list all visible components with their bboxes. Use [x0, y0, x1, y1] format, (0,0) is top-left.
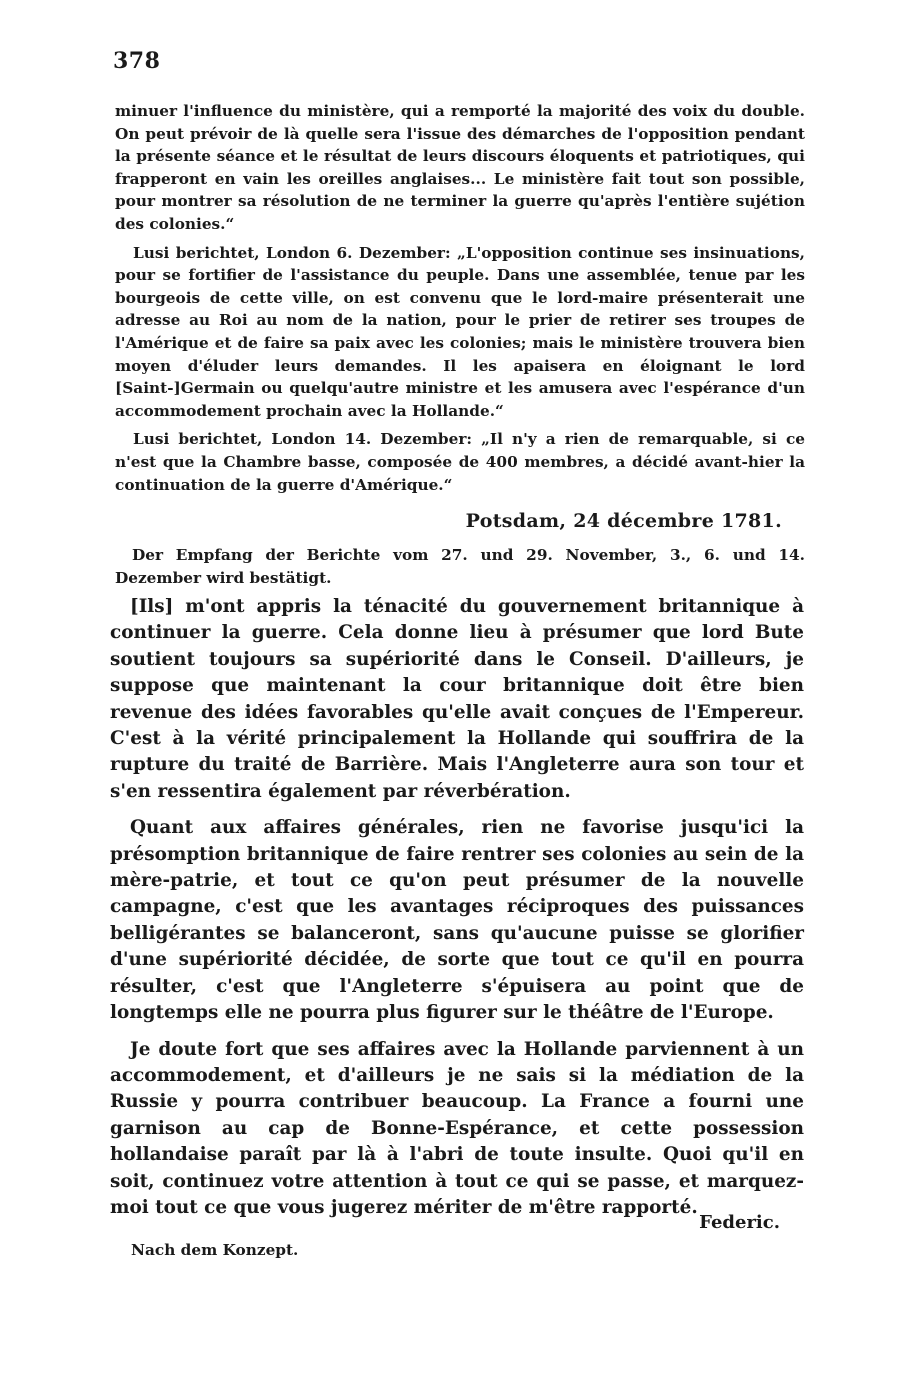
letter-dateline: Potsdam, 24 décembre 1781. — [465, 510, 782, 532]
receipt-note-block — [115, 544, 805, 589]
letter-paragraph: Je doute fort que ses affaires avec la Hollande parviennent à un accommodement, et d'ailleurs je ne sais si la médiation de la Russie y pourra contribuer beaucoup. La France a fourni une garnison au cap de Bonne-Espérance, et cette possession hollandaise paraît par là à l'abri de toute insulte. Quoi qu'il en soit, continuez votre attention à tout ce qui se passe, et marquez-moi tout ce que vous jugerez mériter de m'être rapporté. — [110, 1038, 804, 1218]
letter-paragraph: [Ils] m'ont appris la ténacité du gouvernement britannique à continuer la guerre. Cela donne lieu à présumer que lord Bute soutient toujours sa supériorité dans le Conseil. D'ailleurs, je suppose que maintenant la cour britannique doit être bien revenue des idées favorables qu'elle avait conçues de l'Empereur. C'est à la vérité principalement la Hollande qui souffrira de la rupture du traité de Barrière. Mais l'Angleterre aura son tour et s'en ressentira également par réverbération. — [110, 596, 804, 802]
signature: Federic. — [699, 1212, 780, 1233]
report-continuation: minuer l'influence du ministère, qui a remporté la majorité des voix du double. On peut prévoir de là quelle sera l'issue des démarches de l'opposition pendant la présente séance et le résultat de leurs discours éloquents et patriotiques, qui frapperont en vain les oreilles anglaises... Le ministère fait tout son possible, pour montrer sa résolution de ne terminer la guerre qu'après l'entière sujétion des colonies.“ — [115, 102, 805, 233]
letter-body — [110, 594, 804, 1231]
letter-paragraph: Quant aux affaires générales, rien ne favorise jusqu'ici la présomption britannique de faire rentrer ses colonies au sein de la mère-patrie, et tout ce qu'on peut présumer de la nouvelle campagne, c'est que les avantages réciproques des puissances belligérantes se balanceront, sans qu'aucune puisse se glorifier d'une supériorité décidée, de sorte que tout ce qu'il en pourra résulter, c'est que l'Angleterre s'épuisera au point que de longtemps elle ne pourra plus figurer sur le théâtre de l'Europe. — [110, 817, 804, 1024]
source-note: Nach dem Konzept. — [131, 1241, 299, 1259]
page-number: 378 — [113, 48, 161, 74]
report-london-14-dec: Lusi berichtet, London 14. Dezember: „Il n'y a rien de remarquable, si ce n'est que la Chambre basse, composée de 400 membres, a décidé avant-hier la continuation de la guerre d'Amérique.“ — [115, 430, 805, 494]
receipt-note: Der Empfang der Berichte vom 27. und 29. November, 3., 6. und 14. Dezember wird bestätigt. — [115, 546, 805, 587]
report-excerpts — [115, 100, 805, 502]
report-london-6-dec: Lusi berichtet, London 6. Dezember: „L'opposition continue ses insinuations, pour se fortifier de l'assistance du peuple. Dans une assemblée, tenue par les bourgeois de cette ville, on est convenu que le lord-maire présenterait une adresse au Roi au nom de la nation, pour le prier de retirer ses troupes de l'Amérique et de faire sa paix avec les colonies; mais le ministère trouvera bien moyen d'éluder leurs demandes. Il les apaisera en éloignant le lord [Saint-]Germain ou quelqu'autre ministre et les amusera avec l'espérance d'un accommodement prochain avec la Hollande.“ — [115, 243, 805, 420]
